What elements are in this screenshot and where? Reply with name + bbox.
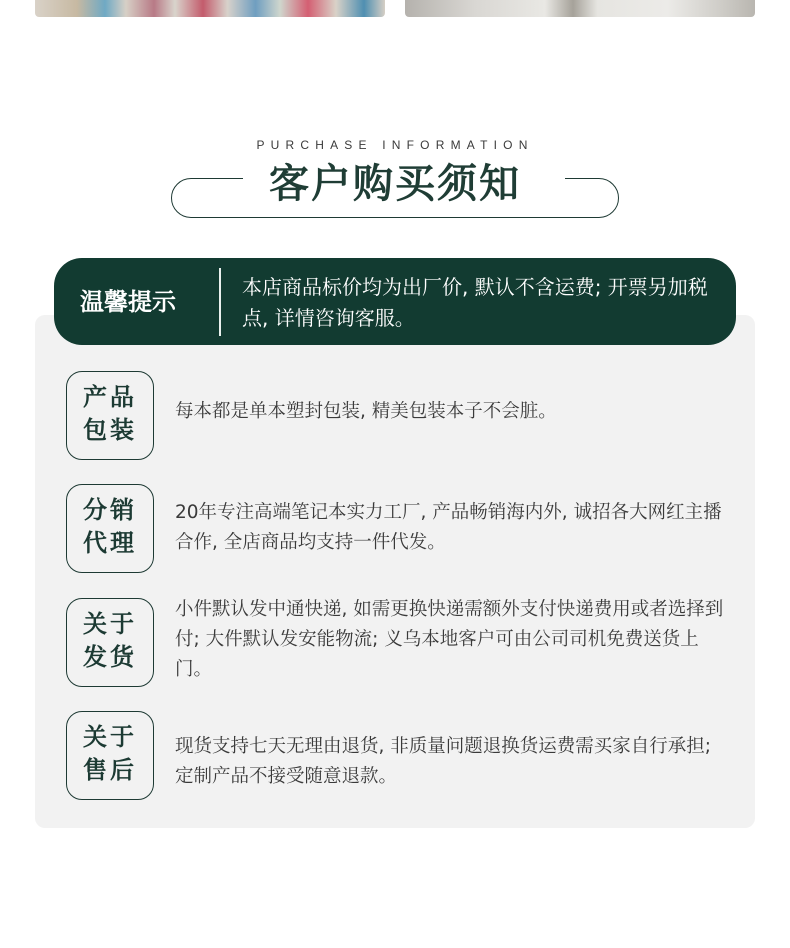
item-text-shipping: 小件默认发中通快递, 如需更换快递需额外支付快递费用或者选择到付; 大件默认发安能物流; 义乌本地客户可由公司司机免费送货上门。 [175, 599, 724, 680]
tip-text: 本店商品标价均为出厂价, 默认不含运费; 开票另加税点, 详情咨询客服。 [242, 275, 708, 330]
badge-line: 包装 [83, 416, 137, 444]
product-photo-right [405, 0, 755, 17]
tip-divider [219, 268, 221, 336]
item-text-distribution: 20年专注高端笔记本实力工厂, 产品畅销海内外, 诚招各大网红主播合作, 全店商品均支持一件代发。 [175, 502, 722, 553]
tip-label: 温馨提示 [80, 288, 176, 316]
badge-line: 关于 [83, 610, 137, 638]
badge-line: 分销 [83, 496, 137, 524]
badge-line: 产品 [83, 383, 137, 411]
badge-line: 关于 [83, 723, 137, 751]
badge-line: 发货 [83, 643, 137, 671]
item-text-packaging: 每本都是单本塑封包装, 精美包装本子不会脏。 [175, 401, 557, 422]
badge-after-sales [66, 711, 154, 800]
product-photo-left [35, 0, 385, 17]
badge-line: 代理 [83, 529, 137, 557]
section-subtitle-en: PURCHASE INFORMATION [256, 138, 534, 152]
badge-packaging [66, 371, 154, 460]
badge-distribution [66, 484, 154, 573]
badge-line: 售后 [83, 756, 137, 784]
badge-shipping [66, 598, 154, 687]
item-text-after-sales: 现货支持七天无理由退货, 非质量问题退换货运费需买家自行承担; 定制产品不接受随意退款。 [175, 736, 711, 787]
section-title: 客户购买须知 [269, 160, 521, 207]
